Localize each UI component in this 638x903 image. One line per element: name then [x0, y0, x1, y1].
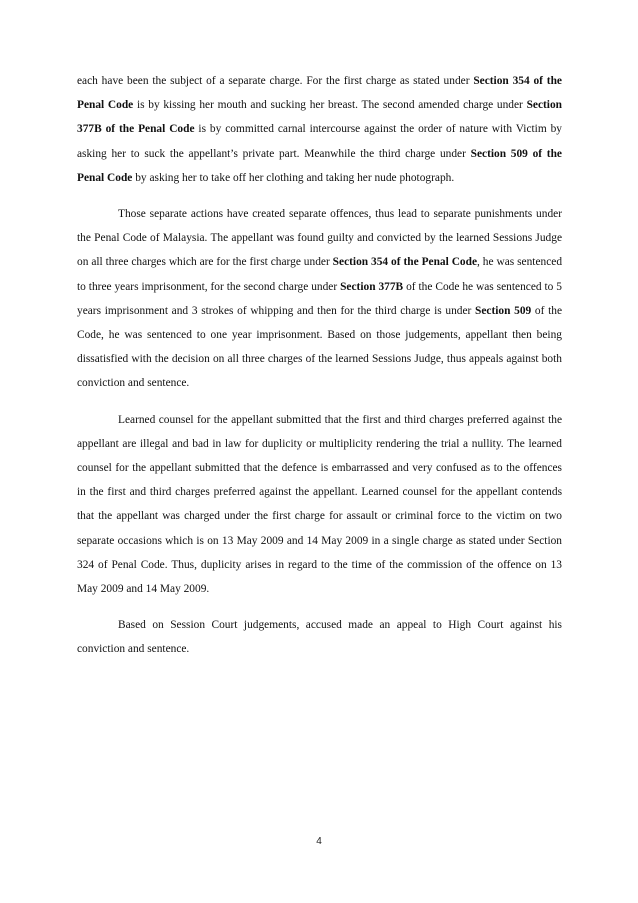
text-segment: is by kissing her mouth and sucking her breast. The second amended charge under	[133, 99, 527, 112]
text-segment: Learned counsel for the appellant submitted that the first and third charges preferred against the appellant are illegal and bad in law for duplicity or multiplicity rendering the trial a nullity. The learned counsel for the appellant submitted that the defence is embarrassed and very confused as to the offences in the first and third charges preferred against the appellant. Learned counsel for the appellant contends that the appellant was charged under the first charge for assault or criminal force to the victim on two separate occasions which is on 13 May 2009 and 14 May 2009 in a single charge as stated under Section 324 of Penal Code. Thus, duplicity arises in regard to the time of the commission of the offence on 13 May 2009 and 14 May 2009.	[77, 413, 562, 596]
text-segment: Those separate actions have created separate offences, thus lead to separate punishments under the Penal Code of Malaysia. The appellant was found guilty and convicted by the learned Sessions Judge on all three charges which are for the first charge under	[77, 208, 562, 269]
bold-reference: Section 509	[475, 304, 532, 317]
bold-reference: Section 509 of the Penal Code	[77, 147, 562, 184]
paragraph	[77, 69, 562, 190]
bold-reference: Section 377B	[340, 280, 404, 293]
paragraph	[77, 408, 562, 602]
bold-reference: Section 354 of the Penal Code	[332, 256, 478, 269]
page-number: 4	[316, 836, 322, 847]
text-segment: of the Code, he was sentenced to one year imprisonment. Based on those judgements, appellant then being dissatisfied with the decision on all three charges of the learned Sessions Judge, thus appeals against both conviction and sentence.	[77, 304, 562, 390]
paragraph	[77, 613, 562, 661]
bold-reference: Section 377B of the Penal Code	[77, 99, 562, 136]
text-segment: of the Code he was sentenced to 5 years imprisonment and 3 strokes of whipping and then for the third charge is under	[77, 280, 562, 317]
paragraph	[77, 202, 562, 396]
bold-reference: Section 354 of the Penal Code	[77, 75, 562, 112]
text-segment: by asking her to take off her clothing and taking her nude photograph.	[132, 171, 455, 184]
body-text	[77, 69, 562, 674]
text-segment: , he was sentenced to three years imprisonment, for the second charge under	[77, 256, 563, 293]
text-segment: each have been the subject of a separate charge. For the first charge as stated under	[77, 75, 474, 87]
text-segment: Based on Session Court judgements, accused made an appeal to High Court against his conviction and sentence.	[77, 619, 562, 656]
text-segment: is by committed carnal intercourse against the order of nature with Victim by asking her to suck the appellant’s private part. Meanwhile the third charge under	[77, 123, 562, 160]
